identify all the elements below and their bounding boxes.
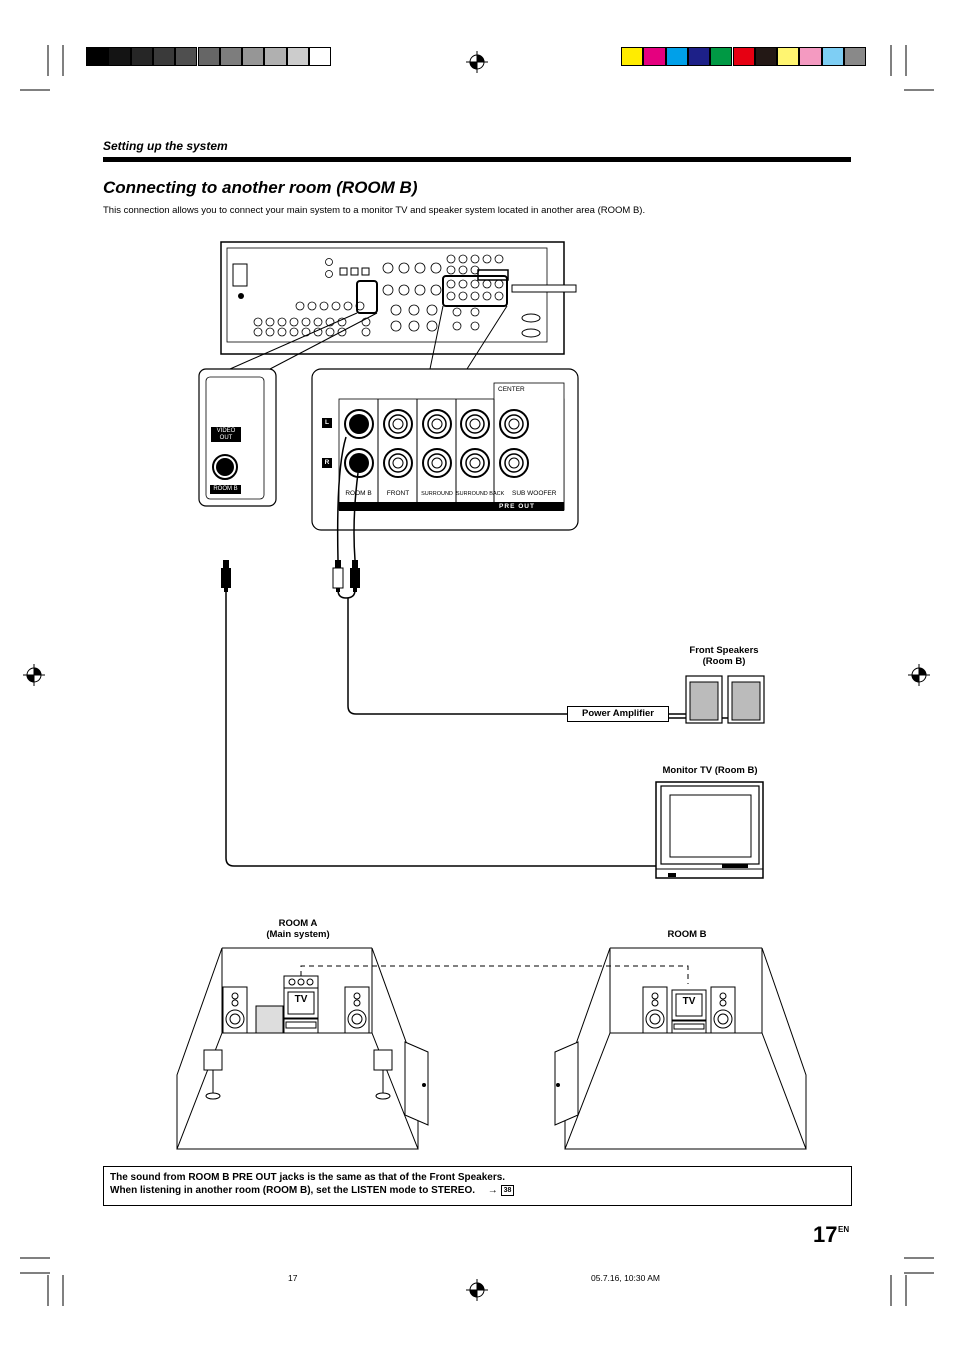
note-line-2-text: When listening in another room (ROOM B), set the LISTEN mode to STEREO. — [110, 1185, 476, 1197]
front-speakers-room-b — [686, 676, 764, 723]
rca-plugs — [221, 560, 360, 592]
note-line-2 — [110, 1185, 514, 1196]
front-speakers-label-line2: (Room B) — [702, 656, 746, 667]
jack-label-surround-back: SURROUND BACK — [456, 491, 505, 497]
room-b-illustration — [555, 948, 806, 1149]
page-number: 17 — [813, 1222, 838, 1247]
note-line-1: The sound from ROOM B PRE OUT jacks is the same as that of the Front Speakers. — [110, 1172, 506, 1183]
room-a-label-line1: ROOM A — [278, 918, 318, 929]
room-b-tv-label: TV — [682, 996, 696, 1007]
front-speakers-label-line1: Front Speakers — [689, 645, 759, 656]
footer-timestamp: 05.7.16, 10:30 AM — [591, 1273, 660, 1283]
page-ref: 38 — [501, 1185, 515, 1196]
jack-label-front: FRONT — [386, 490, 410, 497]
intro-text: This connection allows you to connect your main system to a monitor TV and speaker system located in another area (ROOM B). — [103, 205, 646, 216]
video-out-label — [211, 428, 241, 442]
monitor-tv — [656, 782, 763, 878]
section-heading: Setting up the system — [103, 139, 228, 153]
pre-out-label: PRE OUT — [499, 503, 535, 510]
note-box — [103, 1166, 852, 1206]
page-ref-arrow: → — [487, 1185, 498, 1197]
channel-r-label: R — [324, 459, 330, 466]
video-out-label-line2: OUT — [219, 435, 233, 441]
monitor-tv-label: Monitor TV (Room B) — [662, 765, 758, 776]
jack-label-sub-woofer: SUB WOOFER — [512, 490, 557, 497]
footer-page: 17 — [288, 1273, 298, 1283]
channel-l-label: L — [325, 419, 329, 426]
room-b-label: ROOM B — [667, 929, 707, 940]
room-a-label-line2: (Main system) — [266, 929, 330, 940]
power-amplifier-label: Power Amplifier — [567, 706, 669, 722]
video-out-label-line1: VIDEO — [216, 428, 236, 434]
room-a-label — [248, 918, 348, 940]
room-a-tv-label: TV — [294, 994, 308, 1005]
front-speakers-label — [668, 645, 780, 667]
room-b-jack-label: ROOM B — [213, 486, 238, 492]
page-language: EN — [838, 1225, 850, 1234]
jack-label-room-b: ROOM B — [345, 490, 372, 497]
page-title: Connecting to another room (ROOM B) — [103, 178, 418, 197]
jack-label-surround: SURROUND — [421, 491, 453, 497]
center-label: CENTER — [498, 386, 525, 393]
receiver-rear-panel — [221, 242, 576, 354]
room-b-equipment — [643, 987, 735, 1033]
